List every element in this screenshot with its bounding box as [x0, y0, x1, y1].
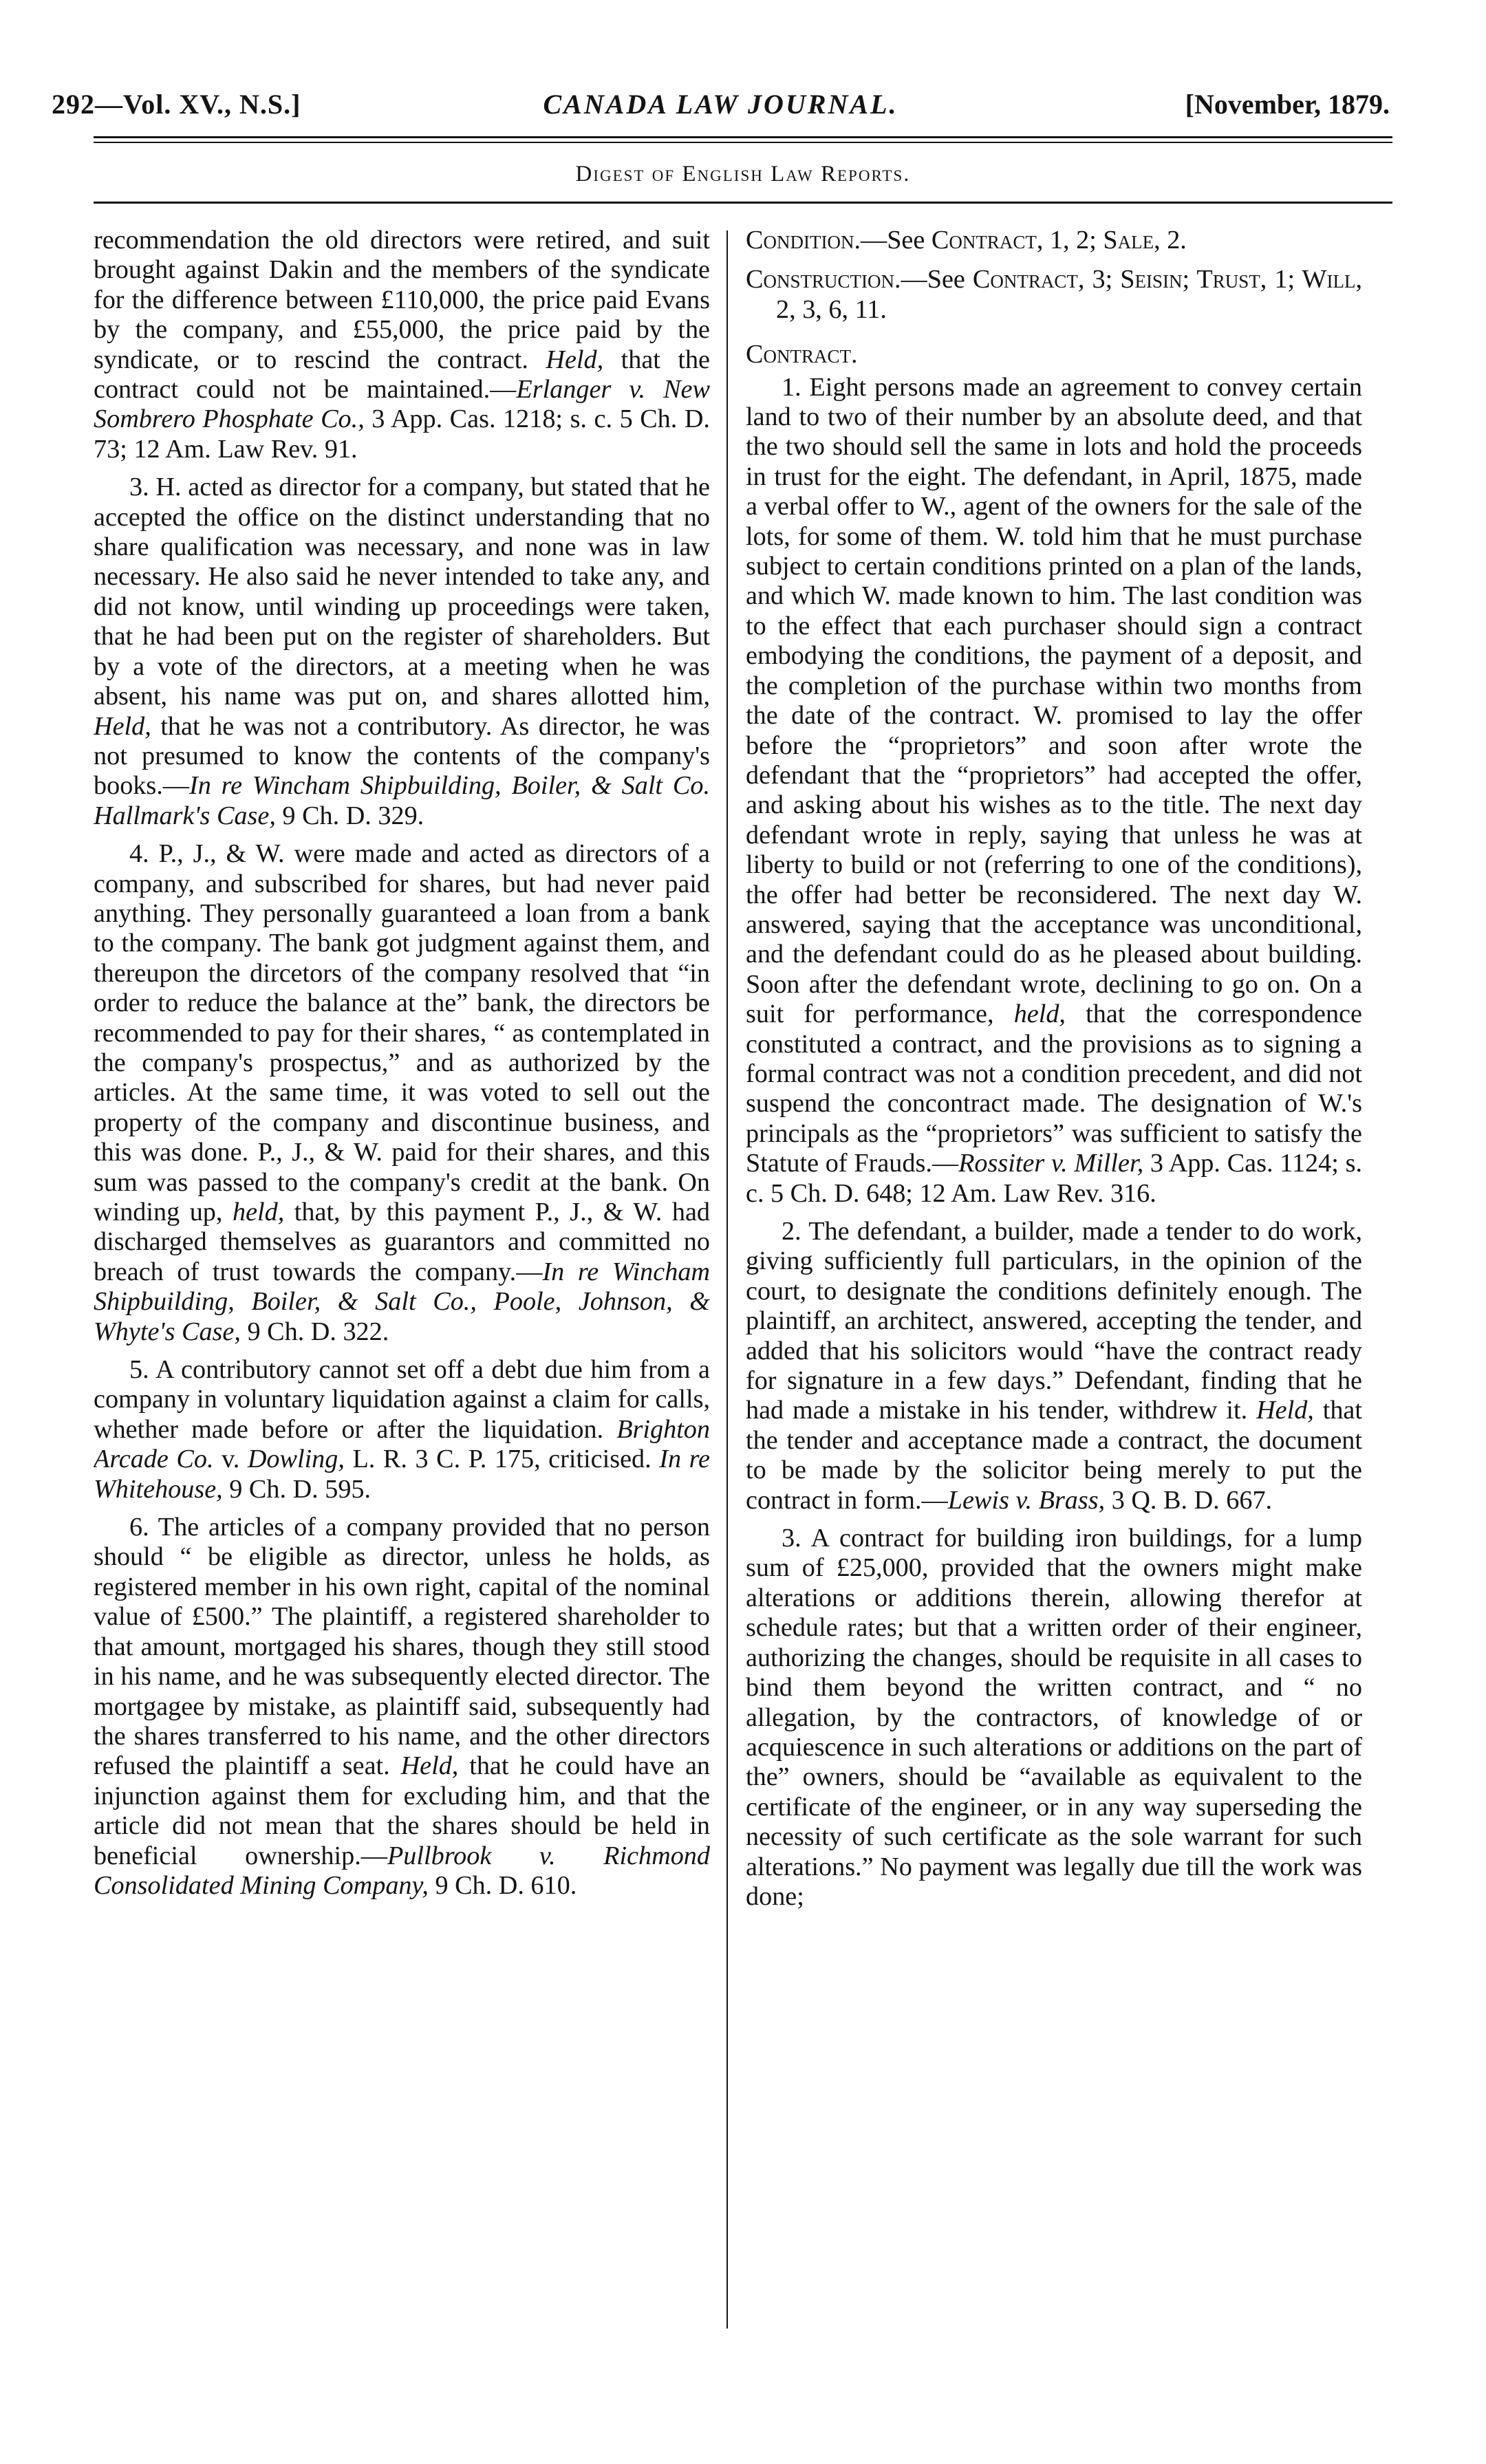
case-citation: Pullbrook v. Richmond Consolidated Mining Company, [94, 1841, 710, 1900]
xref-label: Condition. [746, 226, 861, 255]
held-word: Held, [400, 1751, 459, 1781]
cross-reference-construction [746, 265, 1362, 325]
paragraph-3 [94, 473, 710, 831]
case-citation: In re Wincham Shipbuilding, Boiler, & Salt Co., Poole, Johnson, & Whyte's Case, [94, 1257, 710, 1346]
held-word: held, [232, 1198, 285, 1226]
paragraph-5 [94, 1355, 710, 1504]
xref-label: Construction. [746, 265, 901, 294]
xref-targets: Contract, 3; Seisin; Trust, 1; Will, 2, 3, 6, 11. [776, 265, 1362, 324]
paragraph-text: that the correspondence constituted a contract, and the provisions as to signing a formal contract was not a condition precedent, and did not suspend the concontract made. The designation of W.'s principals as the “proprietors” was sufficient to satisfy the Statute of Frauds.— [746, 999, 1362, 1178]
report-citation: 9 Ch. D. 329. [275, 801, 424, 830]
report-citation: 9 Ch. D. 595. [222, 1474, 372, 1504]
held-word: Held, [94, 711, 151, 741]
column-divider [726, 230, 728, 2328]
paragraph-text: that the tender and acceptance made a contract, the document to be made by the solicitor being merely to put the contract in form.— [746, 1396, 1362, 1515]
issue-date: [November, 1879. [1185, 89, 1390, 120]
paragraph-text: 3. A contract for building iron buildings, for a lump sum of £25,000, provided that the owners might make alterations or additions therein, allowing therefor at schedule rates; but that a written order of their engineer, authorizing the changes, should be requisite in all cases to bind them beyond the written contract, and “ no allegation, by the contractors, of knowledge of or acquiescence in such alterations or additions on the part of the” owners, should be “available as equivalent to the certificate of the engineer, or in any way superseding the necessity of such certificate as the sole warrant for such alterations.” No payment was legally due till the work was done; [746, 1524, 1362, 1911]
report-citation: 3 App. Cas. 1218; s. c. 5 Ch. D. 73; 12 Am. Law Rev. 91. [94, 404, 710, 464]
running-head [52, 88, 1390, 129]
case-citation: In re Wincham Shipbuilding, Boiler, & Salt Co. Hallmark's Case, [94, 771, 710, 830]
paragraph-text: that he could have an injunction against them for excluding him, and that the article did not mean that the shares should be held in beneficial ownership.— [94, 1751, 710, 1870]
cross-reference-condition [746, 226, 1362, 255]
case-citation: Brighton Arcade Co. [94, 1414, 710, 1474]
case-citation: Dowling, [247, 1445, 345, 1474]
case-citation: In re Whitehouse, [94, 1445, 710, 1504]
paragraph-text: 5. A contributory cannot set off a debt due him from a company in voluntary liquidation against a claim for calls, whether made before or after the liquidation. [94, 1355, 710, 1444]
paragraph-continued [94, 226, 710, 464]
page-number-volume: 292—Vol. XV., N.S.] [52, 89, 301, 120]
xref-text: —See [901, 265, 973, 294]
paragraph-text: recommendation the old directors were retired, and suit brought against Dakin and the members of the syndicate for the difference between £110,000, the price paid Evans by the company, and £55,000, the price paid by the syndicate, or to rescind the contract. [94, 226, 710, 374]
left-column [94, 226, 710, 2331]
xref-targets: Contract, 1, 2; Sale, 2. [931, 226, 1187, 255]
report-citation: 9 Ch. D. 610. [428, 1870, 577, 1900]
section-title: Digest of English Law Reports. [575, 162, 911, 186]
contract-paragraph-2 [746, 1217, 1362, 1515]
header-rule-thick [94, 136, 1392, 138]
paragraph-text: that, by this payment P., J., & W. had discharged themselves as guarantors and committed no breach of trust towards the company.— [94, 1198, 710, 1286]
paragraph-text: L. R. 3 C. P. 175, criticised. [344, 1445, 660, 1474]
paragraph-text: that the contract could not be maintained.— [94, 345, 710, 404]
paragraph-text: 3. H. acted as director for a company, but stated that he accepted the office on the distinct understanding that no share qualification was necessary, and none was in law necessary. He also said he never intended to take any, and did not know, until winding up proceedings were taken, that he had been put on the register of shareholders. But by a vote of the directors, at a meeting when he was absent, his name was put on, and shares allotted him, [94, 473, 710, 711]
case-citation: Rossiter v. Miller, [958, 1149, 1144, 1178]
paragraph-text: 1. Eight persons made an agreement to convey certain land to two of their number by an absolute deed, and that the two should sell the same in lots and hold the proceeds in trust for the eight. The defendant, in April, 1875, made a verbal offer to W., agent of the owners for the sale of the lots, for some of them. W. told him that he must purchase subject to certain conditions printed on a plan of the lands, and which W. made known to him. The last condition was to the effect that each purchaser should sign a contract embodying the conditions, the payment of a deposit, and the completion of the purchase within two months from the date of the contract. W. promised to lay the offer before the “proprietors” and soon after wrote the defendant that the “proprietors” had accepted the offer, and asking about his wishes as to the title. The next day defendant wrote in reply, saying that unless he was at liberty to build or not (referring to one of the conditions), the offer had better be reconsidered. The next day W. answered, saying that the acceptance was unconditional, and the defendant could do as he pleased about building. Soon after the defendant wrote, declining to go on. On a suit for performance, [746, 372, 1362, 1029]
report-citation: 3 Q. B. D. 667. [1105, 1485, 1273, 1515]
paragraph-6 [94, 1513, 710, 1901]
header-rule-thin [94, 142, 1392, 143]
section-rule [94, 202, 1392, 204]
right-column [746, 226, 1362, 2331]
topic-heading-contract: Contract. [746, 340, 858, 369]
case-citation: Erlanger v. New Sombrero Phosphate Co., [94, 375, 710, 434]
paragraph-4 [94, 839, 710, 1347]
paragraph-text: v. [213, 1445, 248, 1474]
paragraph-text: 6. The articles of a company provided that no person should “ be eligible as director, unless he holds, as registered member in his own right, capital of the nominal value of £500.” The plaintiff, a registered shareholder to that amount, mortgaged his shares, though they still stood in his name, and he was subsequently elected director. The mortgagee by mistake, as plaintiff said, subsequently had the shares transferred to his name, and the other directors refused the plaintiff a seat. [94, 1513, 710, 1781]
report-citation: 3 App. Cas. 1124; s. c. 5 Ch. D. 648; 12 Am. Law Rev. 316. [746, 1149, 1362, 1208]
report-citation: 9 Ch. D. 322. [240, 1317, 389, 1346]
paragraph-text: that he was not a contributory. As director, he was not presumed to know the contents of the company's books.— [94, 711, 710, 801]
contract-paragraph-1 [746, 373, 1362, 1209]
paragraph-text: 4. P., J., & W. were made and acted as directors of a company, and subscribed for shares, but had never paid anything. They personally guaranteed a loan from a bank to the company. The bank got judgment against them, and thereupon the dircetors of the company resolved that “in order to reduce the balance at the” bank, the directors be recommended to pay for their shares, “ as contemplated in the company's prospectus,” and as authorized by the articles. At the same time, it was voted to sell out the property of the company and discontinue business, and this was done. P., J., & W. paid for their shares, and this sum was passed to the company's credit at the bank. On winding up, [94, 839, 710, 1226]
contract-paragraph-3 [746, 1524, 1362, 1912]
held-word: Held, [1256, 1396, 1314, 1425]
held-word: held, [1013, 999, 1066, 1029]
journal-title: CANADA LAW JOURNAL. [543, 89, 898, 120]
case-citation: Lewis v. Brass, [947, 1485, 1106, 1515]
paragraph-text: 2. The defendant, a builder, made a tender to do work, giving sufficiently full particulars, in the opinion of the court, to designate the conditions definitely enough. The plaintiff, an architect, answered, accepting the tender, and added that his solicitors would “have the contract ready for signature in a few days.” Defendant, finding that he had made a mistake in his tender, withdrew it. [746, 1217, 1362, 1425]
xref-text: —See [861, 226, 932, 255]
held-word: Held, [546, 345, 604, 374]
